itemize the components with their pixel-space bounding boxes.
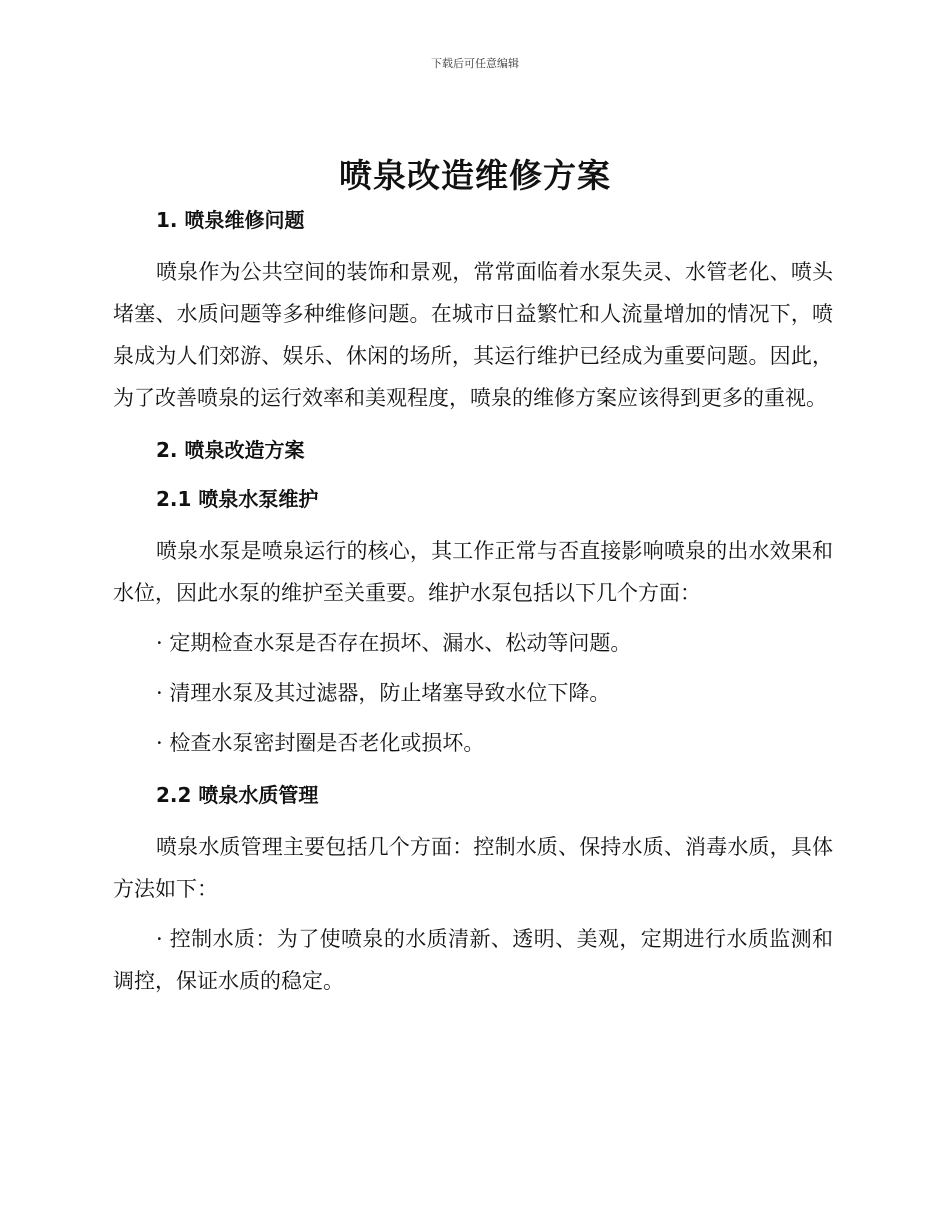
section-2-heading: 2. 喷泉改造方案 [156,438,305,462]
section-2-1-heading: 2.1 喷泉水泵维护 [156,487,319,511]
bullet-item: · 检查水泵密封圈是否老化或损坏。 [156,731,485,755]
document-title: 喷泉改造维修方案 [339,156,611,195]
bullet-item: · 清理水泵及其过滤器，防止堵塞导致水位下降。 [156,681,611,705]
bullet-item: · 控制水质：为了使喷泉的水质清新、透明、美观，定期进行水质监测和调控，保证水质的稳定。 [113,927,833,993]
bullet-item: · 定期检查水泵是否存在损坏、漏水、松动等问题。 [156,631,632,655]
section-1-heading: 1. 喷泉维修问题 [156,208,305,232]
section-1-paragraph: 喷泉作为公共空间的装饰和景观，常常面临着水泵失灵、水管老化、喷头堵塞、水质问题等多种维修问题。在城市日益繁忙和人流量增加的情况下，喷泉成为人们郊游、娱乐、休闲的场所，其运行维护已经成为重要问题。因此，为了改善喷泉的运行效率和美观程度，喷泉的维修方案应该得到更多的重视。 [113,260,833,410]
section-2-2-heading: 2.2 喷泉水质管理 [156,783,319,807]
section-2-2-paragraph: 喷泉水质管理主要包括几个方面：控制水质、保持水质、消毒水质，具体方法如下： [113,835,833,901]
section-2-1-paragraph: 喷泉水泵是喷泉运行的核心，其工作正常与否直接影响喷泉的出水效果和水位，因此水泵的维护至关重要。维护水泵包括以下几个方面： [113,539,833,605]
page-header: 下载后可任意编辑 [431,57,519,70]
document-body [113,202,833,1002]
